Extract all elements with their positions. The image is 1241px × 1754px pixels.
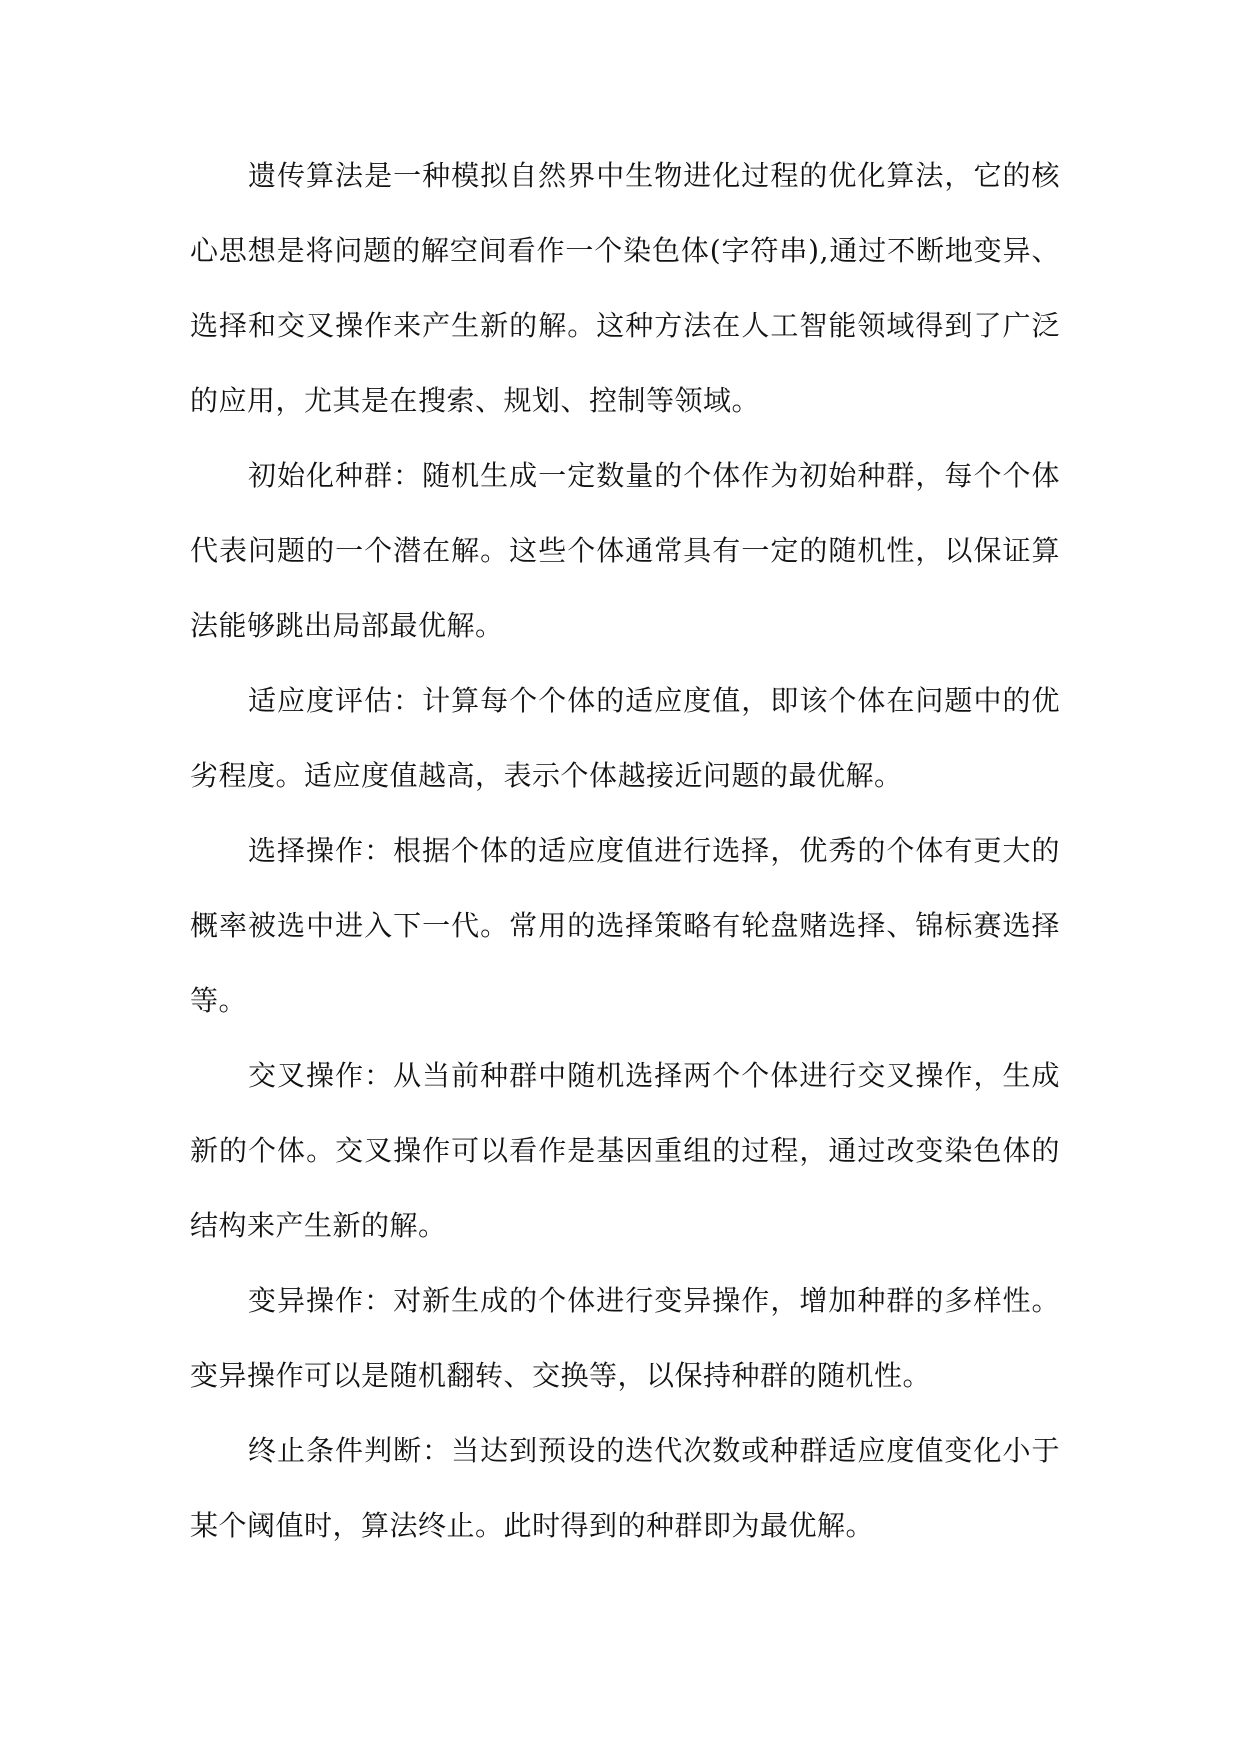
paragraph-mutation: 变异操作：对新生成的个体进行变异操作，增加种群的多样性。变异操作可以是随机翻转、交换等，以保持种群的随机性。 [190, 1284, 1060, 1392]
paragraph-initialization: 初始化种群：随机生成一定数量的个体作为初始种群，每个个体代表问题的一个潜在解。这些个体通常具有一定的随机性，以保证算法能够跳出局部最优解。 [190, 459, 1060, 642]
paragraph-crossover: 交叉操作：从当前种群中随机选择两个个体进行交叉操作，生成新的个体。交叉操作可以看作是基因重组的过程，通过改变染色体的结构来产生新的解。 [190, 1059, 1060, 1242]
body-text [190, 138, 1060, 1563]
paragraph-selection: 选择操作：根据个体的适应度值进行选择，优秀的个体有更大的概率被选中进入下一代。常用的选择策略有轮盘赌选择、锦标赛选择等。 [190, 834, 1060, 1017]
paragraph-intro: 遗传算法是一种模拟自然界中生物进化过程的优化算法，它的核心思想是将问题的解空间看作一个染色体(字符串),通过不断地变异、选择和交叉操作来产生新的解。这种方法在人工智能领域得到了广泛的应用，尤其是在搜索、规划、控制等领域。 [190, 159, 1060, 417]
paragraph-termination: 终止条件判断：当达到预设的迭代次数或种群适应度值变化小于某个阈值时，算法终止。此时得到的种群即为最优解。 [190, 1434, 1060, 1542]
paragraph-fitness: 适应度评估：计算每个个体的适应度值，即该个体在问题中的优劣程度。适应度值越高，表示个体越接近问题的最优解。 [190, 684, 1060, 792]
